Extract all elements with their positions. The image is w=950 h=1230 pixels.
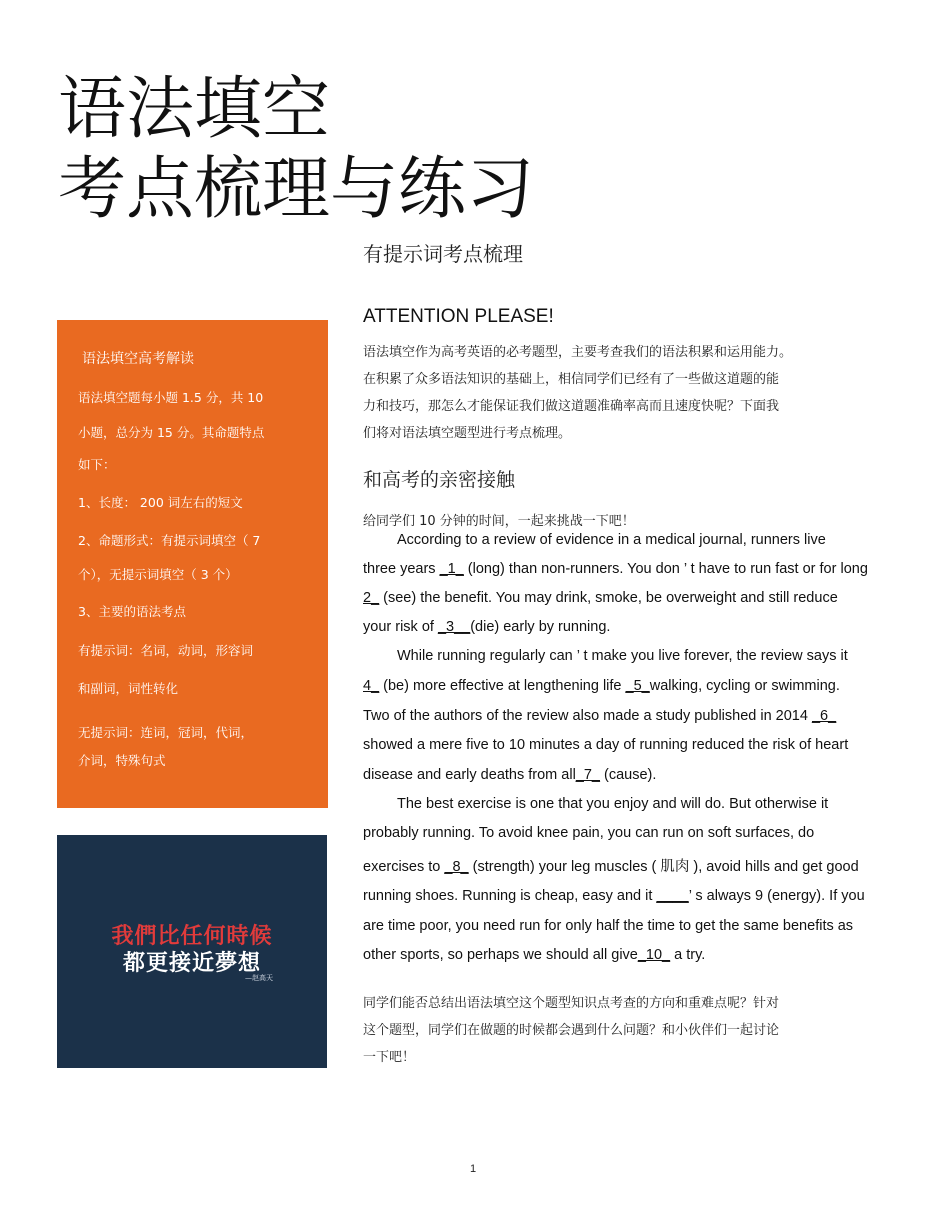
passage-text: walking, cycling or swimming.	[649, 678, 840, 694]
passage-text: exercises to	[363, 859, 445, 875]
passage-line	[363, 825, 814, 841]
exam-info-line: 介词，特殊句式	[78, 753, 166, 768]
exam-info-line: 有提示词：名词，动词，形容词	[78, 643, 254, 658]
blank-answer: _8_	[444, 859, 469, 875]
passage-line	[363, 708, 836, 724]
exam-info-line: 个），无提示词填空（ 3 个）	[78, 567, 238, 582]
passage-line	[363, 619, 610, 635]
passage-text: (see) the benefit. You may drink, smoke, be overweight and still reduce	[379, 590, 838, 606]
blank-answer: _7_	[575, 767, 600, 783]
passage-text: While running regularly can ’ t make you live forever, the review says it	[397, 648, 848, 664]
poster-signature: —赵高天	[245, 974, 273, 982]
blank-answer: _6_	[811, 708, 837, 724]
passage-text: Two of the authors of the review also made a study published in 2014	[363, 708, 812, 724]
attention-heading: ATTENTION PLEASE!	[363, 306, 554, 327]
passage-line	[363, 590, 838, 606]
exam-info-line: 如下：	[78, 457, 116, 472]
poster-line-2: 都更接近夢想	[122, 951, 261, 976]
closing-line: 一下吧！	[363, 1050, 416, 1065]
blank-answer: _3__	[437, 619, 471, 635]
passage-line	[363, 947, 705, 963]
blank-answer: _1_	[439, 561, 464, 577]
exam-info-line: 和副词，词性转化	[78, 681, 179, 696]
passage-text: running shoes. Running is cheap, easy and it	[363, 888, 657, 904]
passage-text: (be) more effective at lengthening life	[379, 678, 626, 694]
passage-line	[397, 796, 828, 812]
blank-answer: _10_	[637, 947, 671, 963]
passage-text: other sports, so perhaps we should all give	[363, 947, 638, 963]
exam-info-line: 小题，总分为 15 分。其命题特点	[78, 425, 265, 440]
subtitle: 有提示词考点梳理	[363, 242, 523, 266]
passage-text: (strength) your leg muscles ( 肌肉 ), avoid hills and get good	[468, 859, 859, 875]
blank-answer: 2_	[363, 590, 380, 606]
passage-text: three years	[363, 561, 440, 577]
attention-paragraph-line: 在积累了众多语法知识的基础上，相信同学们已经有了一些做这道题的能	[363, 372, 780, 387]
passage-line	[363, 767, 656, 783]
passage-line	[363, 855, 859, 876]
passage-text: ’ s always 9 (energy). If you	[688, 888, 865, 904]
passage-text: (die) early by running.	[470, 619, 611, 635]
passage-line	[397, 648, 848, 664]
exam-info-line: 3、主要的语法考点	[78, 604, 186, 619]
passage-text: are time poor, you need run for only half the time to get the same benefits as	[363, 918, 854, 934]
passage-line	[363, 561, 868, 577]
blank-answer: ____	[656, 888, 689, 904]
passage-text: According to a review of evidence in a medical journal, runners live	[397, 532, 826, 548]
main-title-line-2: 考点梳理与练习	[58, 150, 535, 229]
blank-answer: _5_	[625, 678, 650, 694]
poster-line-1: 我們比任何時候	[111, 924, 273, 949]
exam-intro: 给同学们 10 分钟的时间，一起来挑战一下吧！	[363, 514, 635, 529]
passage-line	[363, 678, 840, 694]
page-number: 1	[470, 1163, 477, 1175]
exam-info-box	[57, 320, 328, 808]
passage-text: disease and early deaths from all	[363, 767, 576, 783]
passage-line	[363, 918, 853, 934]
passage-text: (long) than non-runners. You don ’ t have to run fast or for long	[463, 561, 868, 577]
closing-line: 这个题型，同学们在做题的时候都会遇到什么问题？和小伙伴们一起讨论	[363, 1023, 780, 1038]
blank-answer: 4_	[363, 678, 380, 694]
exam-info-line: 2、命题形式：有提示词填空（ 7	[78, 533, 261, 548]
exam-info-line: 1、长度： 200 词左右的短文	[78, 495, 243, 510]
attention-paragraph-line: 语法填空作为高考英语的必考题型，主要考查我们的语法积累和运用能力。	[363, 345, 793, 360]
attention-paragraph-line: 们将对语法填空题型进行考点梳理。	[363, 426, 572, 441]
passage-text: probably running. To avoid knee pain, you can run on soft surfaces, do	[363, 825, 815, 841]
passage-text: your risk of	[363, 619, 438, 635]
exam-info-heading: 语法填空高考解读	[82, 351, 194, 367]
passage-text: (cause).	[600, 767, 657, 783]
motivation-poster	[57, 835, 327, 1068]
passage-text: showed a mere five to 10 minutes a day of running reduced the risk of heart	[363, 737, 849, 753]
exam-heading: 和高考的亲密接触	[363, 469, 516, 491]
exam-info-line: 语法填空题每小题 1.5 分，共 10	[78, 390, 264, 405]
attention-paragraph-line: 力和技巧，那怎么才能保证我们做这道题准确率高而且速度快呢？下面我	[363, 399, 780, 414]
passage-text: a try.	[670, 947, 706, 963]
closing-line: 同学们能否总结出语法填空这个题型知识点考查的方向和重难点呢？针对	[363, 996, 780, 1011]
passage-text: The best exercise is one that you enjoy and will do. But otherwise it	[397, 796, 829, 812]
passage-line	[363, 888, 865, 904]
passage-line	[363, 737, 848, 753]
passage-line	[397, 532, 826, 548]
exam-info-line: 无提示词：连词，冠词，代词，	[78, 725, 254, 740]
main-title-line-1: 语法填空	[58, 70, 331, 149]
